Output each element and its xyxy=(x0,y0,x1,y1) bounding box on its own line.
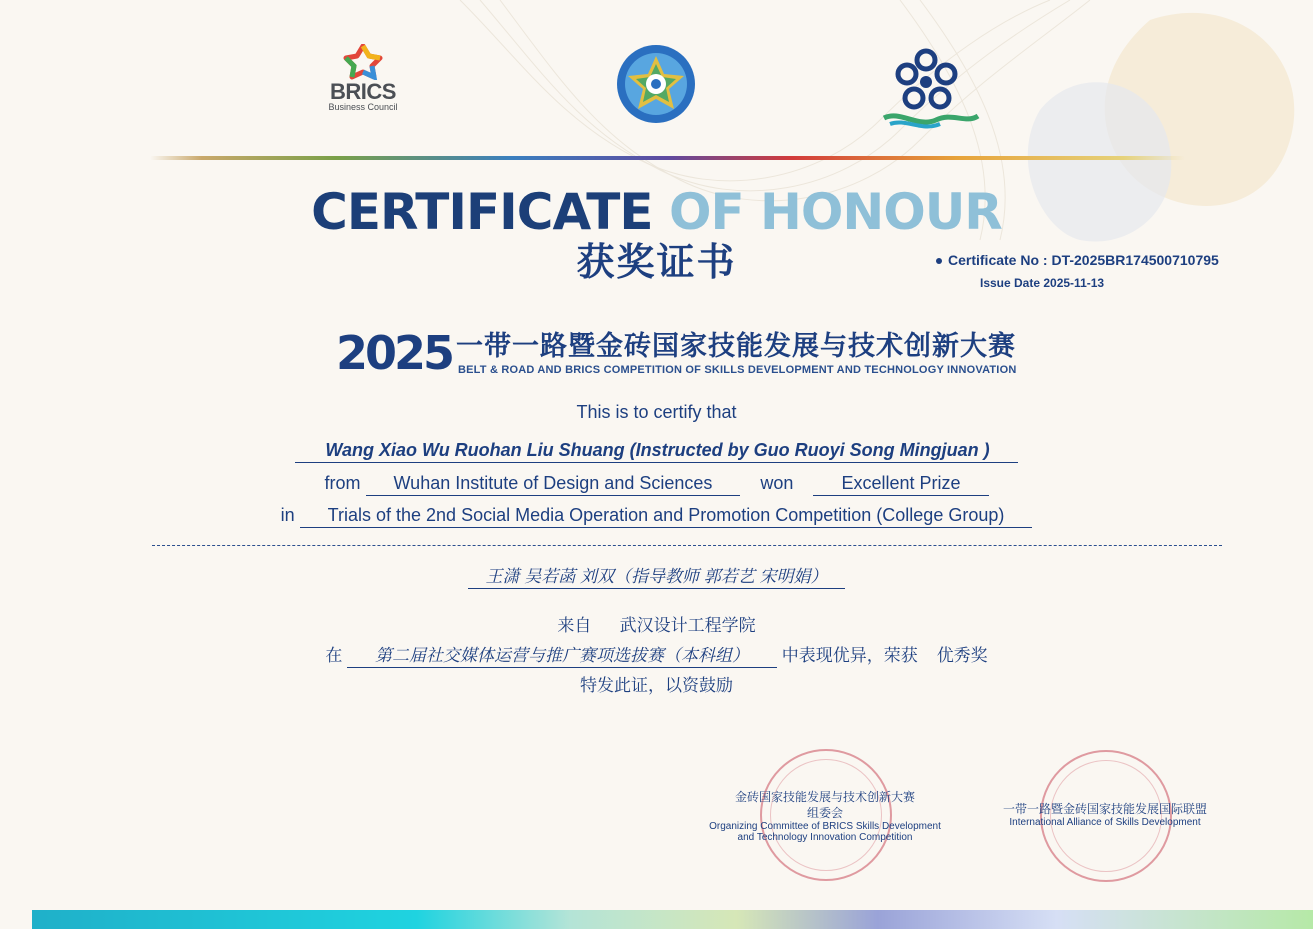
alliance-flower-logo xyxy=(880,44,980,135)
org1-name-english: Organizing Committee of BRICS Skills Development xyxy=(709,821,941,832)
competition-chinese-line xyxy=(0,641,1313,668)
won-label: won xyxy=(760,473,794,493)
recipient-names-chinese-line xyxy=(0,562,1313,589)
org1-name-chinese-2: 组委会 xyxy=(806,806,843,820)
org2-name-chinese: 一带一路暨金砖国家技能发展国际联盟 xyxy=(1002,802,1207,816)
certificate-title xyxy=(0,182,1313,242)
recipient-names-line xyxy=(0,440,1313,463)
rainbow-divider xyxy=(150,156,1185,160)
dashed-divider xyxy=(152,545,1222,546)
org1-name-english-2: and Technology Innovation Competition xyxy=(737,832,913,843)
from-label: from xyxy=(324,473,361,493)
title-of-honour: OF HONOUR xyxy=(668,183,1002,241)
competition-year: 2025 xyxy=(336,326,453,380)
certificate-title-chinese: 获奖证书 xyxy=(576,240,737,284)
recipient-names-chinese: 王潇 吴若菡 刘双（指导教师 郭若艺 宋明娟） xyxy=(468,562,846,589)
from-label-chinese: 来自 xyxy=(557,616,592,635)
title-certificate: CERTIFICATE xyxy=(311,183,653,241)
alliance-signature xyxy=(990,801,1220,828)
competition-name: Trials of the 2nd Social Media Operation and Promotion Competition (College Group) xyxy=(300,505,1033,528)
institution-name-chinese: 武汉设计工程学院 xyxy=(619,616,756,635)
prize-name: Excellent Prize xyxy=(813,473,988,496)
competition-emblem-logo xyxy=(616,44,696,129)
brics-business-council-logo xyxy=(328,44,398,112)
institution-prize-line xyxy=(0,473,1313,496)
result-label-chinese: 中表现优异，荣获 xyxy=(781,646,918,665)
brics-logo-subtext: Business Council xyxy=(328,102,398,112)
bottom-color-band xyxy=(32,910,1313,929)
brics-logo-text: BRICS xyxy=(330,79,396,104)
closing-statement-chinese: 特发此证，以资鼓励 xyxy=(580,676,733,695)
org1-name-chinese: 金砖国家技能发展与技术创新大赛 xyxy=(734,790,915,804)
institution-name: Wuhan Institute of Design and Sciences xyxy=(366,473,741,496)
recipient-names: Wang Xiao Wu Ruohan Liu Shuang (Instructed by Guo Ruoyi Song Mingjuan ) xyxy=(295,440,1017,463)
flower-emblem-icon xyxy=(880,44,980,130)
prize-name-chinese: 优秀奖 xyxy=(936,646,988,665)
competition-banner xyxy=(336,326,1076,384)
competition-name-chinese: 一带一路暨金砖国家技能发展与技术创新大赛 xyxy=(456,331,1016,362)
globe-emblem-icon xyxy=(616,44,696,124)
competition-name-chinese-body: 第二届社交媒体运营与推广赛项选拔赛（本科组） xyxy=(347,641,777,668)
issue-date: Issue Date 2025-11-13 xyxy=(980,276,1105,290)
certify-statement: This is to certify that xyxy=(576,402,737,422)
institution-chinese-line xyxy=(0,611,1313,636)
competition-line xyxy=(0,505,1313,528)
in-label-chinese: 在 xyxy=(325,646,343,665)
in-label: in xyxy=(280,505,295,525)
competition-name-english: BELT & ROAD AND BRICS COMPETITION OF SKILLS DEVELOPMENT AND TECHNOLOGY INNOVATION xyxy=(458,364,1017,376)
organizing-committee-signature xyxy=(700,789,950,843)
brics-star-icon xyxy=(343,44,383,80)
certificate-number: Certificate No : DT-2025BR174500710795 xyxy=(936,252,1219,268)
org2-name-english: International Alliance of Skills Development xyxy=(1009,817,1201,828)
